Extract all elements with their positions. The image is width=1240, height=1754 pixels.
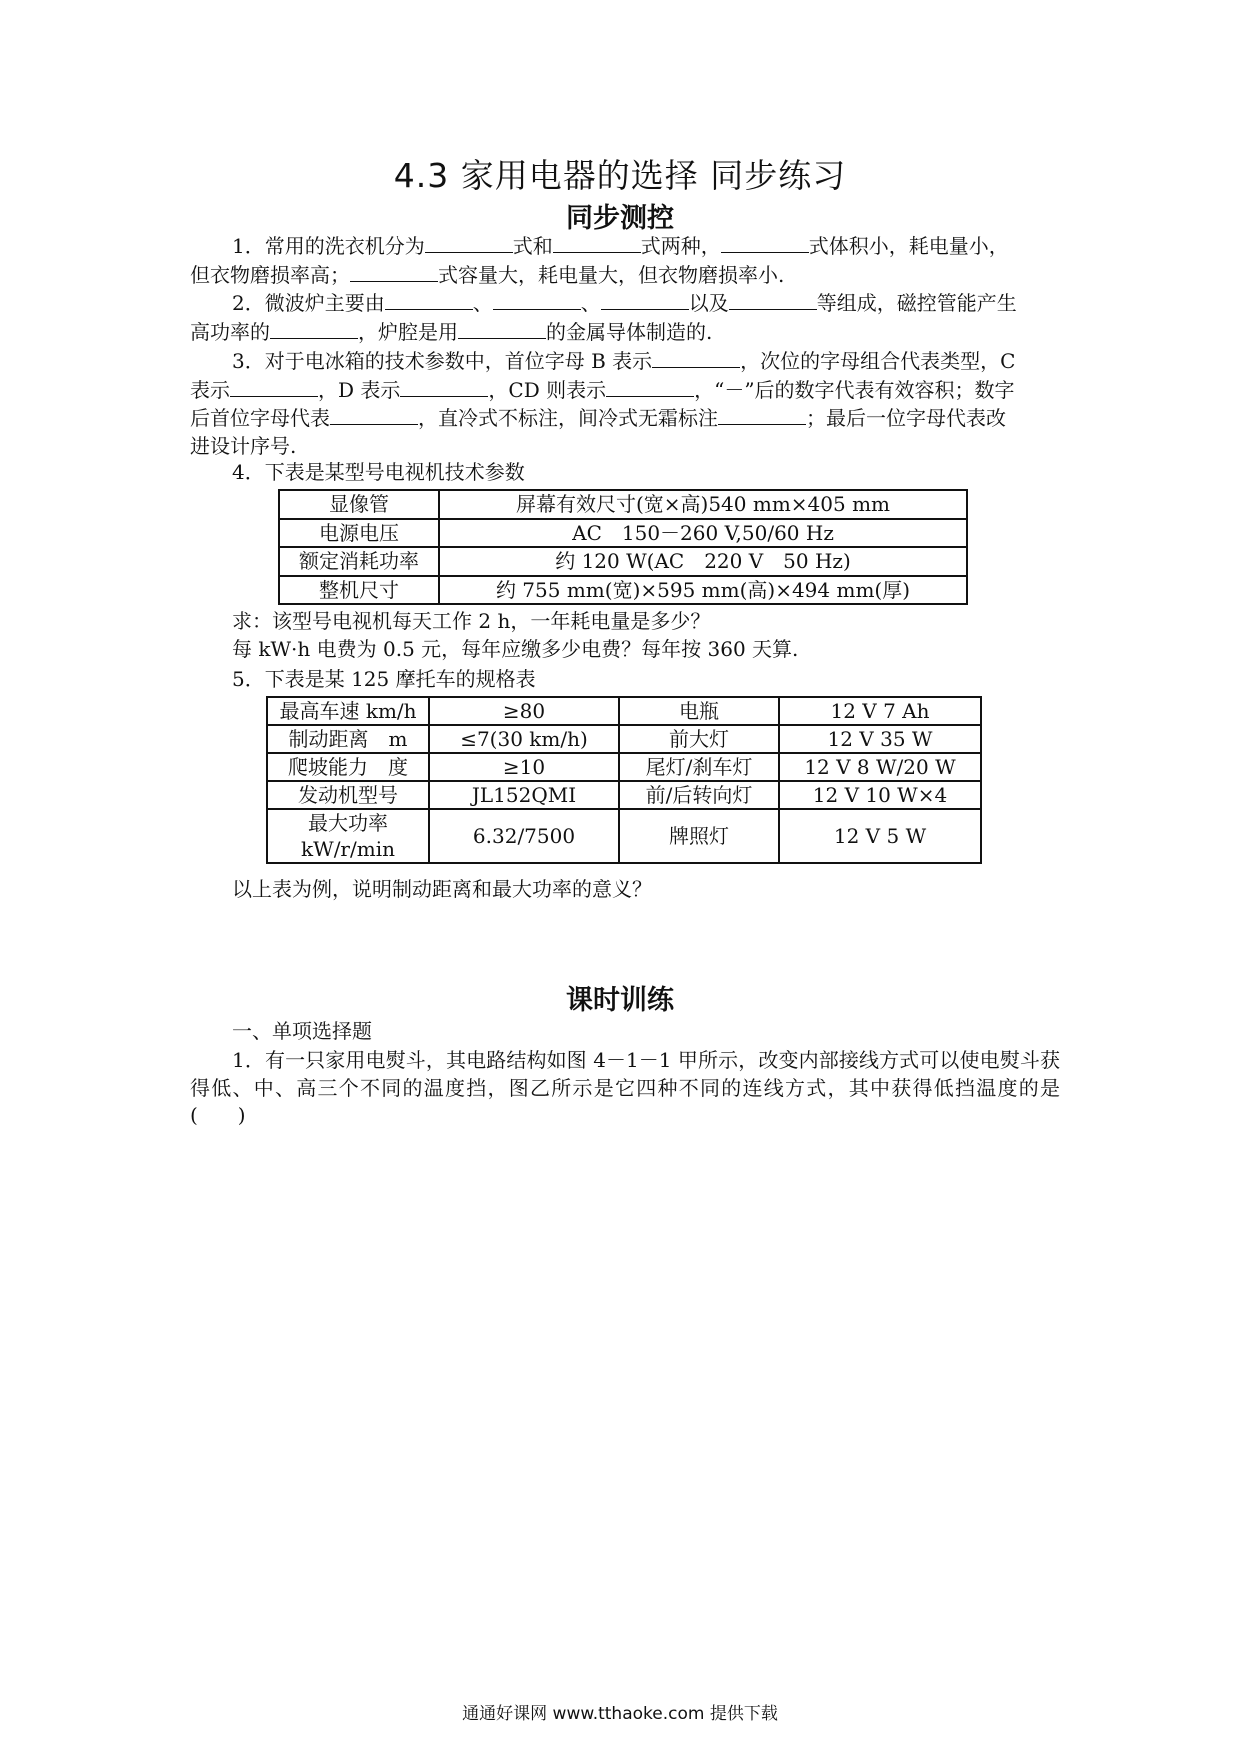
tv-spec-table <box>278 489 968 605</box>
table-cell: JL152QMI <box>429 781 619 809</box>
question-5-intro <box>190 666 1060 694</box>
q2-text: 、 <box>580 291 601 315</box>
table-row <box>267 781 981 809</box>
q2-text: 以及 <box>688 291 729 315</box>
table-cell: 最大功率 kW/r/min <box>267 809 429 863</box>
table-cell: 电源电压 <box>279 519 439 548</box>
table-cell: 约 755 mm(宽)×595 mm(高)×494 mm(厚) <box>439 576 967 605</box>
table-row <box>279 490 967 519</box>
q3-text: 表示 <box>190 377 230 402</box>
table-cell: AC 150－260 V,50/60 Hz <box>439 519 967 548</box>
q3-text: ，次位的字母组合代表类型，C <box>740 349 1016 373</box>
q5-ask-text: 以上表为例，说明制动距离和最大功率的意义？ <box>232 877 652 901</box>
q4-ask-text: 每 kW·h 电费为 0.5 元，每年应缴多少电费？每年按 360 天算. <box>232 636 799 661</box>
q5-intro-text: 5．下表是某 125 摩托车的规格表 <box>232 667 536 691</box>
q1-text: 1．常用的洗衣机分为 <box>232 234 425 258</box>
answer-blank <box>553 232 641 253</box>
q1-text: 式容量大，耗电量大，但衣物磨损率小. <box>438 262 785 287</box>
table-row <box>279 576 967 605</box>
q3-text: ，CD 则表示 <box>488 377 607 402</box>
q2-text: 的金属导体制造的. <box>546 319 713 344</box>
table-row <box>267 725 981 753</box>
motorcycle-spec-table <box>266 696 982 864</box>
q1-text: 式和 <box>512 234 553 258</box>
table-cell: 制动距离 m <box>267 725 429 753</box>
table-row <box>279 547 967 576</box>
q4-ask-text: 求：该型号电视机每天工作 2 h，一年耗电量是多少？ <box>232 609 711 633</box>
page-footer: 通通好课网 www.tthaoke.com 提供下载 <box>462 1704 778 1724</box>
table-cell: 屏幕有效尺寸(宽×高)540 mm×405 mm <box>439 490 967 519</box>
q2-text: 2．微波炉主要由 <box>232 291 385 315</box>
table-cell: ≥10 <box>429 753 619 781</box>
table-cell: 电瓶 <box>619 697 779 725</box>
table-cell: 6.32/7500 <box>429 809 619 863</box>
answer-blank <box>425 232 513 253</box>
table-row <box>267 697 981 725</box>
q3-text: ；最后一位字母代表改 <box>806 406 1006 430</box>
q1-text: 式两种， <box>640 234 721 258</box>
answer-blank <box>652 347 740 368</box>
q1-text: 式体积小，耗电量小， <box>808 234 1009 258</box>
answer-blank <box>721 232 809 253</box>
q2-text: 高功率的 <box>190 319 270 344</box>
question-4-asks <box>190 608 1060 663</box>
table-cell: 额定消耗功率 <box>279 547 439 576</box>
q3-text: 后首位字母代表 <box>190 406 330 430</box>
question-5-ask <box>190 876 1060 904</box>
table-cell: 发动机型号 <box>267 781 429 809</box>
table-cell: ≥80 <box>429 697 619 725</box>
section-heading-sync-test: 同步测控 <box>566 203 674 234</box>
q1-text: 但衣物磨损率高； <box>190 262 350 287</box>
q3-text: 3．对于电冰箱的技术参数中，首位字母 B 表示 <box>232 349 653 373</box>
table-row <box>267 809 981 863</box>
table-cell: 约 120 W(AC 220 V 50 Hz) <box>439 547 967 576</box>
question-2 <box>190 289 1060 346</box>
table-cell: 12 V 7 Ah <box>779 697 981 725</box>
q2-text: 、 <box>472 291 493 315</box>
part-1-question-1 <box>190 1047 1060 1130</box>
answer-blank <box>330 404 418 425</box>
q3-text: ，D 表示 <box>318 377 401 402</box>
part-1-heading <box>190 1018 1060 1046</box>
question-text: 1．有一只家用电熨斗，其电路结构如图 4－1－1 甲所示，改变内部接线方式可以使电熨斗获得低、中、高三个不同的温度挡，图乙所示是它四种不同的连线方式，其中获得低挡温度的是( ) <box>190 1048 1060 1127</box>
question-1 <box>190 232 1060 289</box>
answer-blank <box>493 289 581 310</box>
table-row <box>279 519 967 548</box>
table-cell: 前/后转向灯 <box>619 781 779 809</box>
q3-text: ，直冷式不标注，间冷式无霜标注 <box>418 406 718 430</box>
document-title: 4.3 家用电器的选择 同步练习 <box>393 156 847 195</box>
q2-text: 等组成，磁控管能产生 <box>816 291 1017 315</box>
answer-blank <box>350 261 438 282</box>
q4-intro-text: 4．下表是某型号电视机技术参数 <box>232 460 525 484</box>
part-heading-text: 一、单项选择题 <box>232 1019 372 1043</box>
q3-text: ，“－”后的数字代表有效容积；数字 <box>694 377 1015 402</box>
answer-blank <box>458 318 546 339</box>
table-cell: 12 V 10 W×4 <box>779 781 981 809</box>
table-cell: 尾灯/刹车灯 <box>619 753 779 781</box>
answer-blank <box>729 289 817 310</box>
table-cell: 显像管 <box>279 490 439 519</box>
q2-text: ，炉腔是用 <box>358 319 458 344</box>
answer-blank <box>385 289 473 310</box>
question-4-intro <box>190 459 1060 487</box>
section-heading-lesson-training: 课时训练 <box>566 985 674 1016</box>
answer-blank <box>400 376 488 397</box>
table-cell: 爬坡能力 度 <box>267 753 429 781</box>
answer-blank <box>718 404 806 425</box>
table-cell: 12 V 8 W/20 W <box>779 753 981 781</box>
table-row <box>267 753 981 781</box>
q3-text: 进设计序号. <box>190 433 297 458</box>
answer-blank <box>270 318 358 339</box>
table-cell: 牌照灯 <box>619 809 779 863</box>
answer-blank <box>601 289 689 310</box>
answer-blank <box>606 376 694 397</box>
table-cell: ≤7(30 km/h) <box>429 725 619 753</box>
table-cell: 12 V 5 W <box>779 809 981 863</box>
table-cell: 前大灯 <box>619 725 779 753</box>
table-cell: 12 V 35 W <box>779 725 981 753</box>
answer-blank <box>230 376 318 397</box>
question-3 <box>190 347 1060 460</box>
table-cell: 最高车速 km/h <box>267 697 429 725</box>
table-cell: 整机尺寸 <box>279 576 439 605</box>
